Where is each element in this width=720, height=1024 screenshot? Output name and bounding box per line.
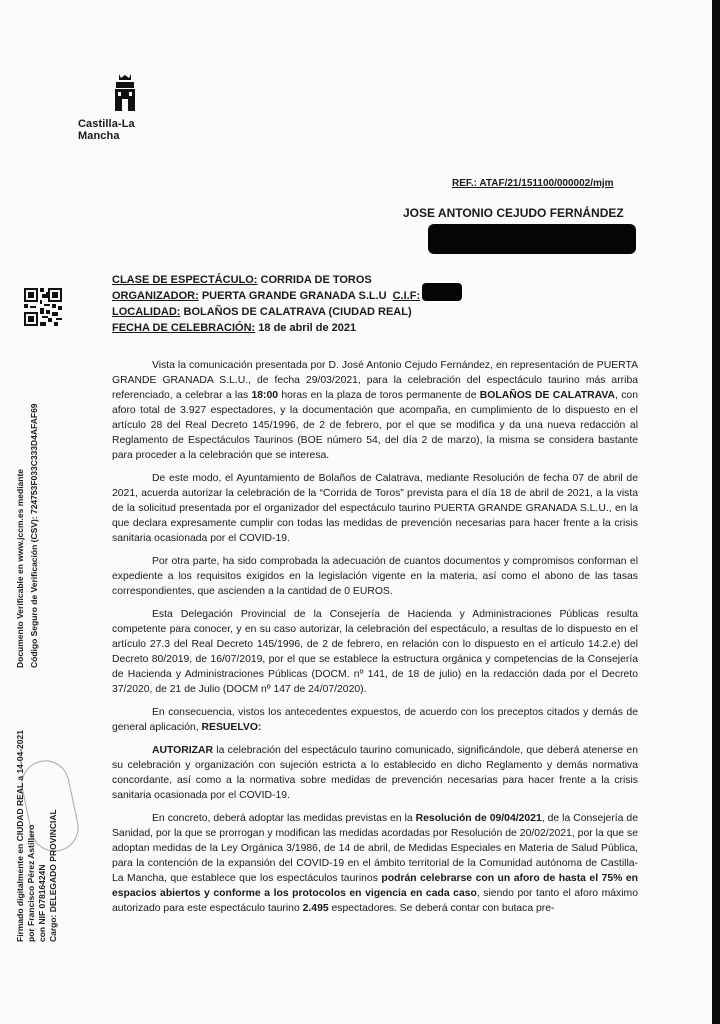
- sign-line-1: Firmado digitalmente en CIUDAD REAL a 14-04-2021: [15, 730, 25, 942]
- sign-line-3: con NIF 07816424N: [37, 864, 47, 942]
- recipient-name: JOSE ANTONIO CEJUDO FERNÁNDEZ: [403, 206, 624, 220]
- clase-value: CORRIDA DE TOROS: [260, 274, 372, 286]
- logo-text: Castilla-La Mancha: [78, 118, 135, 142]
- crown-castle-icon: [108, 72, 142, 114]
- paragraph-1: Vista la comunicación presentada por D. José Antonio Cejudo Fernández, en representación de PUERTA GRANDE GRANADA S.L.U., de fecha 29/03/2021, para la celebración del espectáculo taurino más arriba referenciado, a celebrar a las 18:00 horas en la plaza de toros permanente de BOLAÑOS DE CALATRAVA, con aforo total de 3.927 espectadores, y la documentación que acompaña, en cumplimiento de lo dispuesto en el artículo 28 del Real Decreto 145/1996, de 2 de febrero, por el que se modifica y da una nueva redacción al Reglamento de Espectáculos Taurinos (BOE número 54, del día 2 de marzo), la misma se considera bastante para proceder a la celebración que se interesa.: [112, 360, 638, 461]
- sign-line-4: Cargo: DELEGADO PROVINCIAL: [48, 809, 58, 942]
- localidad-label: LOCALIDAD:: [112, 306, 181, 318]
- castilla-la-mancha-logo: [78, 72, 178, 142]
- paragraph-4: Esta Delegación Provincial de la Consejería de Hacienda y Administraciones Públicas resulta competente para conocer, y en su caso autorizar, la celebración del espectáculo, a resultas de lo dispuesto en el artículo 27.3 del Real Decreto 145/1996, de 2 de febrero, en relación con lo dispuesto en el artículo 14.2.e) del Decreto 80/2019, de 16/07/2019, por el que se establece la estructura orgánica y competencias de la Consejería de Hacienda y Administraciones Públicas (DOCM. nº 141, de 18 de julio) en la redacción dada por el Decreto 37/2020, de 21 de Julio (DOCM nº 147 de 24/07/2020).: [112, 609, 638, 695]
- redacted-address: [428, 224, 636, 254]
- reference-number: REF.: ATAF/21/151100/000002/mjm: [452, 178, 614, 189]
- fecha-value: 18 de abril de 2021: [258, 322, 357, 334]
- fecha-label: FECHA DE CELEBRACIÓN:: [112, 322, 256, 334]
- csv-line-2: Código Seguro de Verificación (CSV): 724753F033C333D4AFAF69: [29, 403, 39, 668]
- paragraph-5: En consecuencia, vistos los antecedentes expuestos, de acuerdo con los preceptos citados y demás de general aplicación, RESUELVO:: [112, 707, 638, 733]
- cif-label: C.I.F:: [392, 290, 421, 302]
- sign-line-2: por Francisco Pérez Astillero: [26, 824, 36, 942]
- qr-code: [24, 288, 62, 326]
- paragraph-6: AUTORIZAR la celebración del espectáculo taurino comunicado, significándole, que deberá atenerse en su celebración y organización con sujeción estricta a lo establecido en dicho Reglamento y demás normativa concordante, así como a la normativa sobre medidas de prevención necesarias para hacer frente a la crisis sanitaria ocasionada por el COVID-19.: [112, 745, 638, 801]
- redacted-cif: [422, 283, 462, 301]
- organizador-label: ORGANIZADOR:: [112, 290, 199, 302]
- organizador-value: PUERTA GRANDE GRANADA S.L.U: [201, 290, 387, 302]
- localidad-value: BOLAÑOS DE CALATRAVA (CIUDAD REAL): [183, 306, 412, 318]
- csv-line-1: Documento Verificable en www.jccm.es mediante: [15, 468, 25, 668]
- event-info: [112, 272, 420, 336]
- document-body: [112, 358, 638, 924]
- paragraph-2: De este modo, el Ayuntamiento de Bolaños de Calatrava, mediante Resolución de fecha 07 de abril de 2021, acuerda autorizar la celebración de la “Corrida de Toros” prevista para el día 18 de abril de 2021, a la vista de la solicitud presentada por el organizador del espectáculo taurino PUERTA GRANDE GRANADA S.L.U., en la que declara expresamente cumplir con todas las medidas de prevención necesarias para hacer frente a la crisis sanitaria ocasionada por el COVID-19.: [112, 473, 638, 544]
- paragraph-7: En concreto, deberá adoptar las medidas previstas en la Resolución de 09/04/2021, de la Consejería de Sanidad, por la que se prorrogan y modifican las medidas acordadas por Resolución de 20/02/2021, por la que se adoptan medidas de la Ley Orgánica 3/1986, de 14 de abril, de Medidas Especiales en Materia de Salud Pública, para la contención de la expansión del COVID-19 en el ámbito territorial de la Comunidad autónoma de Castilla-La Mancha, que establece que los espectáculos taurinos podrán celebrarse con un aforo de hasta el 75% en espacios abiertos y conforme a los protocolos en vigencia en cada caso, siendo por tanto el aforo máximo autorizado para este espectáculo taurino 2.495 espectadores. Se deberá contar con butaca pre-: [112, 813, 639, 914]
- paragraph-3: Por otra parte, ha sido comprobada la adecuación de cuantos documentos y compromisos conforman el expediente a los requisitos exigidos en la legislación vigente en la materia, así como el abono de las tasas correspondientes, que ascienden a la cantidad de 0 EUROS.: [112, 556, 638, 597]
- clase-label: CLASE DE ESPECTÁCULO:: [112, 274, 258, 286]
